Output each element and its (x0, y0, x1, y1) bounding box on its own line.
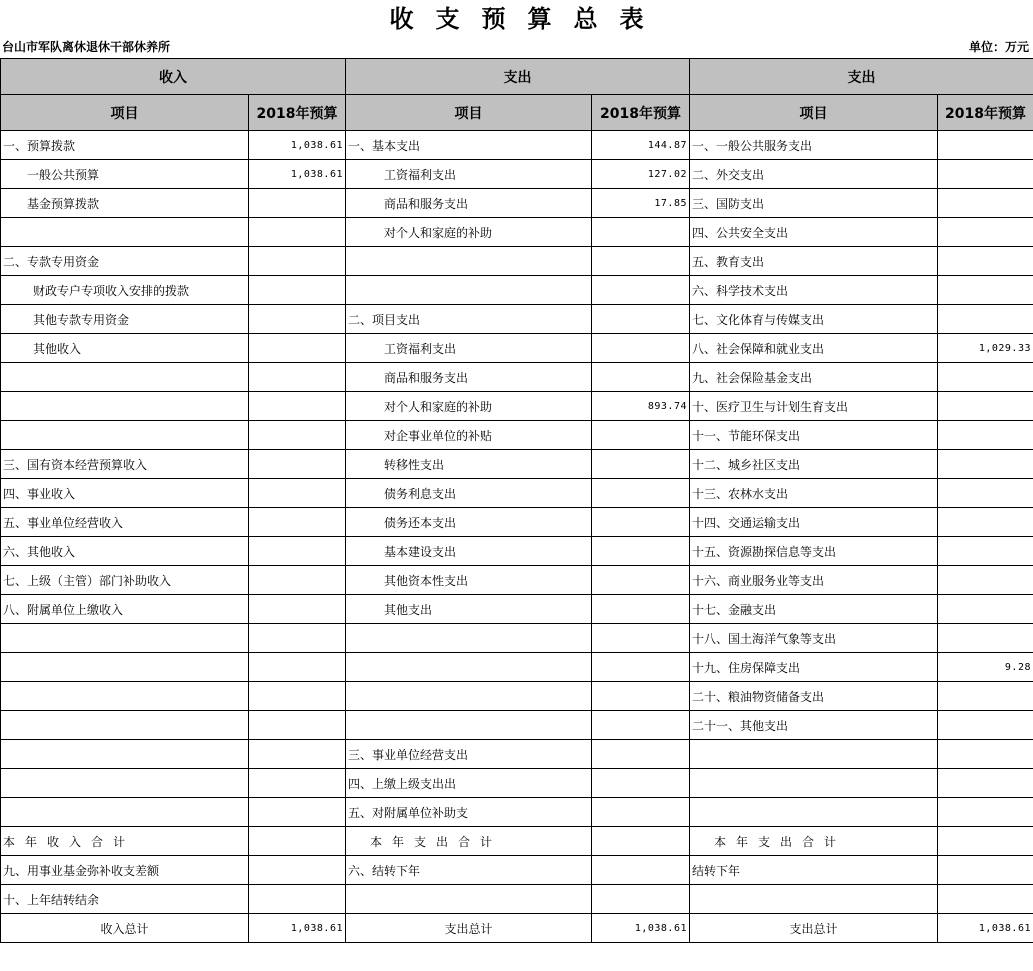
income-budget-cell (249, 885, 346, 914)
table-row (1, 682, 1033, 711)
function-item-cell (690, 798, 938, 827)
table-row (1, 827, 1033, 856)
expense-item-cell: 一、基本支出 (346, 131, 592, 160)
table-row (1, 421, 1033, 450)
income-item-cell: 一般公共预算 (1, 160, 249, 189)
expense-item-cell: 支出总计 (346, 914, 592, 943)
expense-item-cell: 对个人和家庭的补助 (346, 218, 592, 247)
income-budget-cell (249, 363, 346, 392)
income-budget-cell (249, 711, 346, 740)
income-item-cell: 基金预算拨款 (1, 189, 249, 218)
table-row (1, 334, 1033, 363)
income-budget-cell (249, 479, 346, 508)
income-item-cell (1, 421, 249, 450)
expense-item-cell (346, 885, 592, 914)
income-item-cell: 八、附属单位上缴收入 (1, 595, 249, 624)
expense-budget-cell (592, 334, 690, 363)
table-row (1, 450, 1033, 479)
income-item-cell: 本年收入合计 (1, 827, 249, 856)
function-budget-cell (938, 885, 1033, 914)
header-budget: 2018年预算 (592, 95, 690, 131)
income-budget-cell (249, 827, 346, 856)
expense-item-cell: 对个人和家庭的补助 (346, 392, 592, 421)
header-item: 项目 (1, 95, 249, 131)
function-budget-cell (938, 682, 1033, 711)
expense-item-cell (346, 247, 592, 276)
function-budget-cell: 1,029.33 (938, 334, 1033, 363)
income-budget-cell (249, 247, 346, 276)
expense-item-cell (346, 653, 592, 682)
income-budget-cell (249, 276, 346, 305)
expense-item-cell: 四、上缴上级支出出 (346, 769, 592, 798)
function-item-cell: 本年支出合计 (690, 827, 938, 856)
expense-item-cell: 商品和服务支出 (346, 189, 592, 218)
table-row (1, 479, 1033, 508)
income-item-cell: 七、上级（主管）部门补助收入 (1, 566, 249, 595)
income-budget-cell (249, 334, 346, 363)
income-item-cell: 十、上年结转结余 (1, 885, 249, 914)
income-budget-cell: 1,038.61 (249, 131, 346, 160)
income-budget-cell (249, 218, 346, 247)
income-item-cell (1, 218, 249, 247)
function-budget-cell (938, 769, 1033, 798)
function-item-cell: 七、文化体育与传媒支出 (690, 305, 938, 334)
table-row (1, 508, 1033, 537)
income-item-cell (1, 392, 249, 421)
expense-budget-cell: 17.85 (592, 189, 690, 218)
expense-budget-cell (592, 363, 690, 392)
income-item-cell (1, 740, 249, 769)
table-row (1, 856, 1033, 885)
income-item-cell (1, 682, 249, 711)
income-item-cell (1, 798, 249, 827)
table-row (1, 711, 1033, 740)
expense-item-cell (346, 624, 592, 653)
income-budget-cell (249, 450, 346, 479)
header-expense-1: 支出 (346, 59, 690, 95)
header-budget: 2018年预算 (938, 95, 1033, 131)
function-item-cell: 十、医疗卫生与计划生育支出 (690, 392, 938, 421)
function-item-cell: 一、一般公共服务支出 (690, 131, 938, 160)
expense-item-cell (346, 711, 592, 740)
income-budget-cell (249, 682, 346, 711)
income-item-cell: 财政专户专项收入安排的拨款 (1, 276, 249, 305)
expense-item-cell: 其他资本性支出 (346, 566, 592, 595)
function-item-cell: 三、国防支出 (690, 189, 938, 218)
income-budget-cell (249, 769, 346, 798)
expense-budget-cell (592, 305, 690, 334)
function-item-cell: 结转下年 (690, 856, 938, 885)
expense-budget-cell (592, 682, 690, 711)
function-item-cell: 十四、交通运输支出 (690, 508, 938, 537)
function-item-cell: 四、公共安全支出 (690, 218, 938, 247)
income-budget-cell (249, 189, 346, 218)
table-row (1, 218, 1033, 247)
function-budget-cell (938, 392, 1033, 421)
expense-budget-cell (592, 885, 690, 914)
expense-budget-cell (592, 479, 690, 508)
expense-item-cell (346, 276, 592, 305)
expense-item-cell: 债务利息支出 (346, 479, 592, 508)
function-item-cell (690, 740, 938, 769)
table-row (1, 305, 1033, 334)
header-budget: 2018年预算 (249, 95, 346, 131)
expense-item-cell: 五、对附属单位补助支 (346, 798, 592, 827)
expense-item-cell: 工资福利支出 (346, 334, 592, 363)
table-row (1, 131, 1033, 160)
table-row (1, 566, 1033, 595)
function-item-cell: 二、外交支出 (690, 160, 938, 189)
table-row (1, 247, 1033, 276)
income-item-cell: 九、用事业基金弥补收支差额 (1, 856, 249, 885)
function-budget-cell (938, 537, 1033, 566)
income-budget-cell (249, 305, 346, 334)
income-item-cell: 其他专款专用资金 (1, 305, 249, 334)
function-budget-cell (938, 827, 1033, 856)
function-budget-cell (938, 450, 1033, 479)
function-item-cell: 十二、城乡社区支出 (690, 450, 938, 479)
function-budget-cell (938, 624, 1033, 653)
function-item-cell: 十三、农林水支出 (690, 479, 938, 508)
function-budget-cell (938, 798, 1033, 827)
income-item-cell: 六、其他收入 (1, 537, 249, 566)
table-row (1, 276, 1033, 305)
organization-name: 台山市军队离休退休干部休养所 (2, 40, 171, 54)
expense-item-cell: 商品和服务支出 (346, 363, 592, 392)
function-item-cell (690, 769, 938, 798)
expense-item-cell: 二、项目支出 (346, 305, 592, 334)
unit-label: 单位：万元 (968, 40, 1029, 54)
expense-item-cell: 基本建设支出 (346, 537, 592, 566)
function-budget-cell (938, 566, 1033, 595)
income-budget-cell (249, 624, 346, 653)
function-budget-cell (938, 276, 1033, 305)
income-item-cell (1, 769, 249, 798)
function-budget-cell (938, 711, 1033, 740)
expense-item-cell: 转移性支出 (346, 450, 592, 479)
expense-budget-cell (592, 827, 690, 856)
function-item-cell: 十九、住房保障支出 (690, 653, 938, 682)
income-item-cell: 二、专款专用资金 (1, 247, 249, 276)
income-item-cell: 一、预算拨款 (1, 131, 249, 160)
function-item-cell: 八、社会保障和就业支出 (690, 334, 938, 363)
expense-item-cell: 其他支出 (346, 595, 592, 624)
income-budget-cell (249, 595, 346, 624)
function-item-cell: 二十、粮油物资储备支出 (690, 682, 938, 711)
table-row (1, 189, 1033, 218)
income-budget-cell: 1,038.61 (249, 160, 346, 189)
function-budget-cell (938, 421, 1033, 450)
income-budget-cell (249, 740, 346, 769)
income-budget-cell (249, 798, 346, 827)
function-budget-cell (938, 160, 1033, 189)
table-row (1, 914, 1033, 943)
function-budget-cell (938, 595, 1033, 624)
expense-budget-cell (592, 653, 690, 682)
income-budget-cell: 1,038.61 (249, 914, 346, 943)
expense-budget-cell (592, 421, 690, 450)
expense-budget-cell (592, 276, 690, 305)
function-item-cell: 九、社会保险基金支出 (690, 363, 938, 392)
function-budget-cell (938, 740, 1033, 769)
expense-budget-cell (592, 624, 690, 653)
table-row (1, 885, 1033, 914)
expense-budget-cell (592, 537, 690, 566)
function-item-cell: 六、科学技术支出 (690, 276, 938, 305)
function-budget-cell (938, 305, 1033, 334)
expense-budget-cell (592, 508, 690, 537)
income-item-cell (1, 653, 249, 682)
income-item-cell: 收入总计 (1, 914, 249, 943)
income-item-cell (1, 711, 249, 740)
expense-budget-cell (592, 595, 690, 624)
income-budget-cell (249, 653, 346, 682)
income-budget-cell (249, 537, 346, 566)
function-budget-cell (938, 363, 1033, 392)
expense-budget-cell (592, 218, 690, 247)
income-budget-cell (249, 392, 346, 421)
table-row (1, 392, 1033, 421)
income-budget-cell (249, 566, 346, 595)
function-budget-cell (938, 508, 1033, 537)
header-item: 项目 (346, 95, 592, 131)
income-item-cell: 四、事业收入 (1, 479, 249, 508)
expense-item-cell: 债务还本支出 (346, 508, 592, 537)
page-title: 收支预算总表 (389, 4, 666, 33)
function-item-cell: 十六、商业服务业等支出 (690, 566, 938, 595)
income-budget-cell (249, 508, 346, 537)
function-budget-cell (938, 247, 1033, 276)
income-item-cell (1, 624, 249, 653)
expense-item-cell: 工资福利支出 (346, 160, 592, 189)
income-item-cell: 其他收入 (1, 334, 249, 363)
group-header-row (1, 59, 1033, 95)
function-item-cell: 十五、资源勘探信息等支出 (690, 537, 938, 566)
budget-table (0, 58, 1033, 943)
expense-budget-cell (592, 740, 690, 769)
header-expense-2: 支出 (690, 59, 1033, 95)
function-budget-cell (938, 856, 1033, 885)
income-budget-cell (249, 856, 346, 885)
income-item-cell: 五、事业单位经营收入 (1, 508, 249, 537)
expense-budget-cell (592, 856, 690, 885)
expense-budget-cell (592, 247, 690, 276)
table-row (1, 160, 1033, 189)
table-row (1, 798, 1033, 827)
function-item-cell: 二十一、其他支出 (690, 711, 938, 740)
table-row (1, 769, 1033, 798)
function-budget-cell (938, 189, 1033, 218)
table-row (1, 653, 1033, 682)
table-row (1, 363, 1033, 392)
function-budget-cell (938, 479, 1033, 508)
expense-item-cell: 本年支出合计 (346, 827, 592, 856)
expense-item-cell: 对企事业单位的补贴 (346, 421, 592, 450)
income-budget-cell (249, 421, 346, 450)
table-row (1, 740, 1033, 769)
expense-budget-cell: 1,038.61 (592, 914, 690, 943)
expense-budget-cell (592, 711, 690, 740)
income-item-cell: 三、国有资本经营预算收入 (1, 450, 249, 479)
function-item-cell: 十八、国土海洋气象等支出 (690, 624, 938, 653)
expense-budget-cell: 127.02 (592, 160, 690, 189)
function-budget-cell: 1,038.61 (938, 914, 1033, 943)
column-header-row (1, 95, 1033, 131)
expense-item-cell: 六、结转下年 (346, 856, 592, 885)
expense-budget-cell (592, 798, 690, 827)
expense-budget-cell: 893.74 (592, 392, 690, 421)
table-row (1, 537, 1033, 566)
function-item-cell: 十一、节能环保支出 (690, 421, 938, 450)
header-item: 项目 (690, 95, 938, 131)
income-item-cell (1, 363, 249, 392)
function-budget-cell (938, 218, 1033, 247)
function-budget-cell: 9.28 (938, 653, 1033, 682)
header-income: 收入 (1, 59, 346, 95)
expense-budget-cell (592, 769, 690, 798)
function-item-cell: 五、教育支出 (690, 247, 938, 276)
expense-budget-cell: 144.87 (592, 131, 690, 160)
function-item-cell: 支出总计 (690, 914, 938, 943)
table-row (1, 595, 1033, 624)
expense-item-cell: 三、事业单位经营支出 (346, 740, 592, 769)
expense-item-cell (346, 682, 592, 711)
function-item-cell: 十七、金融支出 (690, 595, 938, 624)
table-row (1, 624, 1033, 653)
expense-budget-cell (592, 450, 690, 479)
expense-budget-cell (592, 566, 690, 595)
function-budget-cell (938, 131, 1033, 160)
function-item-cell (690, 885, 938, 914)
